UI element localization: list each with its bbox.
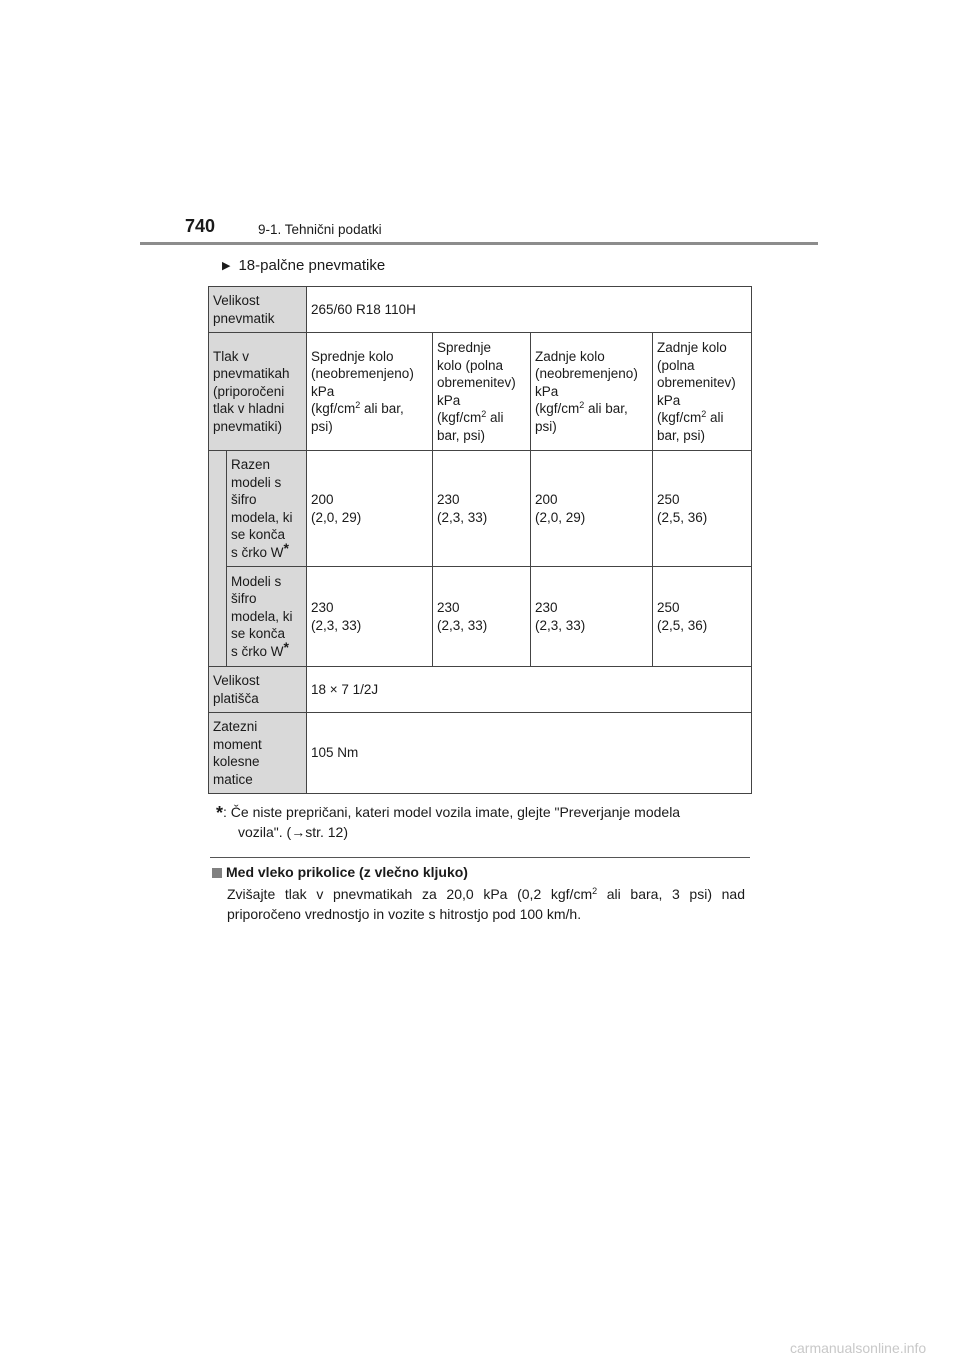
tire-size-value: 265/60 R18 110H <box>307 287 752 333</box>
column-header-rear-unladen: Zadnje kolo (neobremenjeno) kPa ($kgf/cm^2$ ali bar, psi) <box>531 333 653 451</box>
info-heading <box>212 864 468 880</box>
triangle-bullet-icon: ▶ <box>222 260 231 272</box>
footnote-line1: : Če niste prepričani, kateri model vozila imate, glejte "Preverjanje modela <box>223 804 681 820</box>
rim-size-row <box>209 667 752 713</box>
pressure-value: 230 (2,3, 33) <box>433 451 531 567</box>
torque-row <box>209 713 752 794</box>
square-bullet-icon <box>212 868 222 878</box>
column-header-front-unladen: Sprednje kolo (neobremenjeno) kPa ($kgf/cm^2$ ali bar, psi) <box>307 333 433 451</box>
pressure-value: 230 (2,3, 33) <box>433 567 531 667</box>
info-heading-text: Med vleko prikolice (z vlečno kljuko) <box>226 864 468 880</box>
table-row <box>209 567 752 667</box>
info-body: Zvišajte tlak v pnevmatikah za 20,0 kPa (0,2 kgf/$cm^2$ ali bara, 3 psi) nad priporočeno vrednostjo in vozite s hitrostjo pod 100 km/h. <box>227 886 745 922</box>
torque-value: 105 Nm <box>307 713 752 794</box>
pressure-value: 250 (2,5, 36) <box>653 451 752 567</box>
column-header-rear-laden: Zadnje kolo (polna obremenitev) kPa ($kgf/cm^2$ ali bar, psi) <box>653 333 752 451</box>
sub-heading <box>222 257 385 274</box>
divider <box>210 857 750 858</box>
pressure-value: 200 (2,0, 29) <box>531 451 653 567</box>
torque-label: Zatezni moment kolesne matice <box>209 713 307 794</box>
row-label-non-w-models: Razen modeli s šifro modela, ki se konča s črko W* <box>227 451 307 567</box>
section-title: 9-1. Tehnični podatki <box>258 222 382 237</box>
table-row <box>209 451 752 567</box>
watermark: carmanualsonline.info <box>790 1340 927 1356</box>
sub-heading-text: 18-palčne pnevmatike <box>238 257 386 274</box>
pressure-value: 230 (2,3, 33) <box>531 567 653 667</box>
page-number: 740 <box>185 216 216 236</box>
tire-spec-table <box>208 286 752 794</box>
footnote-line2: vozila". (→str. 12) <box>238 824 348 840</box>
pressure-value: 250 (2,5, 36) <box>653 567 752 667</box>
footnote <box>216 801 746 842</box>
row-label-w-models: Modeli s šifro modela, ki se konča s črko W* <box>227 567 307 667</box>
table-indent-cell <box>209 451 227 667</box>
pressure-header-row <box>209 333 752 451</box>
footnote-star: * <box>216 803 224 823</box>
pressure-value: 230 (2,3, 33) <box>307 567 433 667</box>
pressure-label: Tlak v pnevmatikah (priporočeni tlak v hladni pnevmatiki) <box>209 333 307 451</box>
header-rule <box>140 242 818 245</box>
column-header-front-laden: Sprednje kolo (polna obremenitev) kPa ($kgf/cm^2$ ali bar, psi) <box>433 333 531 451</box>
pressure-value: 200 (2,0, 29) <box>307 451 433 567</box>
tire-size-label: Velikost pnevmatik <box>209 287 307 333</box>
rim-size-value: 18 × 7 1/2J <box>307 667 752 713</box>
rim-size-label: Velikost platišča <box>209 667 307 713</box>
tire-size-row <box>209 287 752 333</box>
